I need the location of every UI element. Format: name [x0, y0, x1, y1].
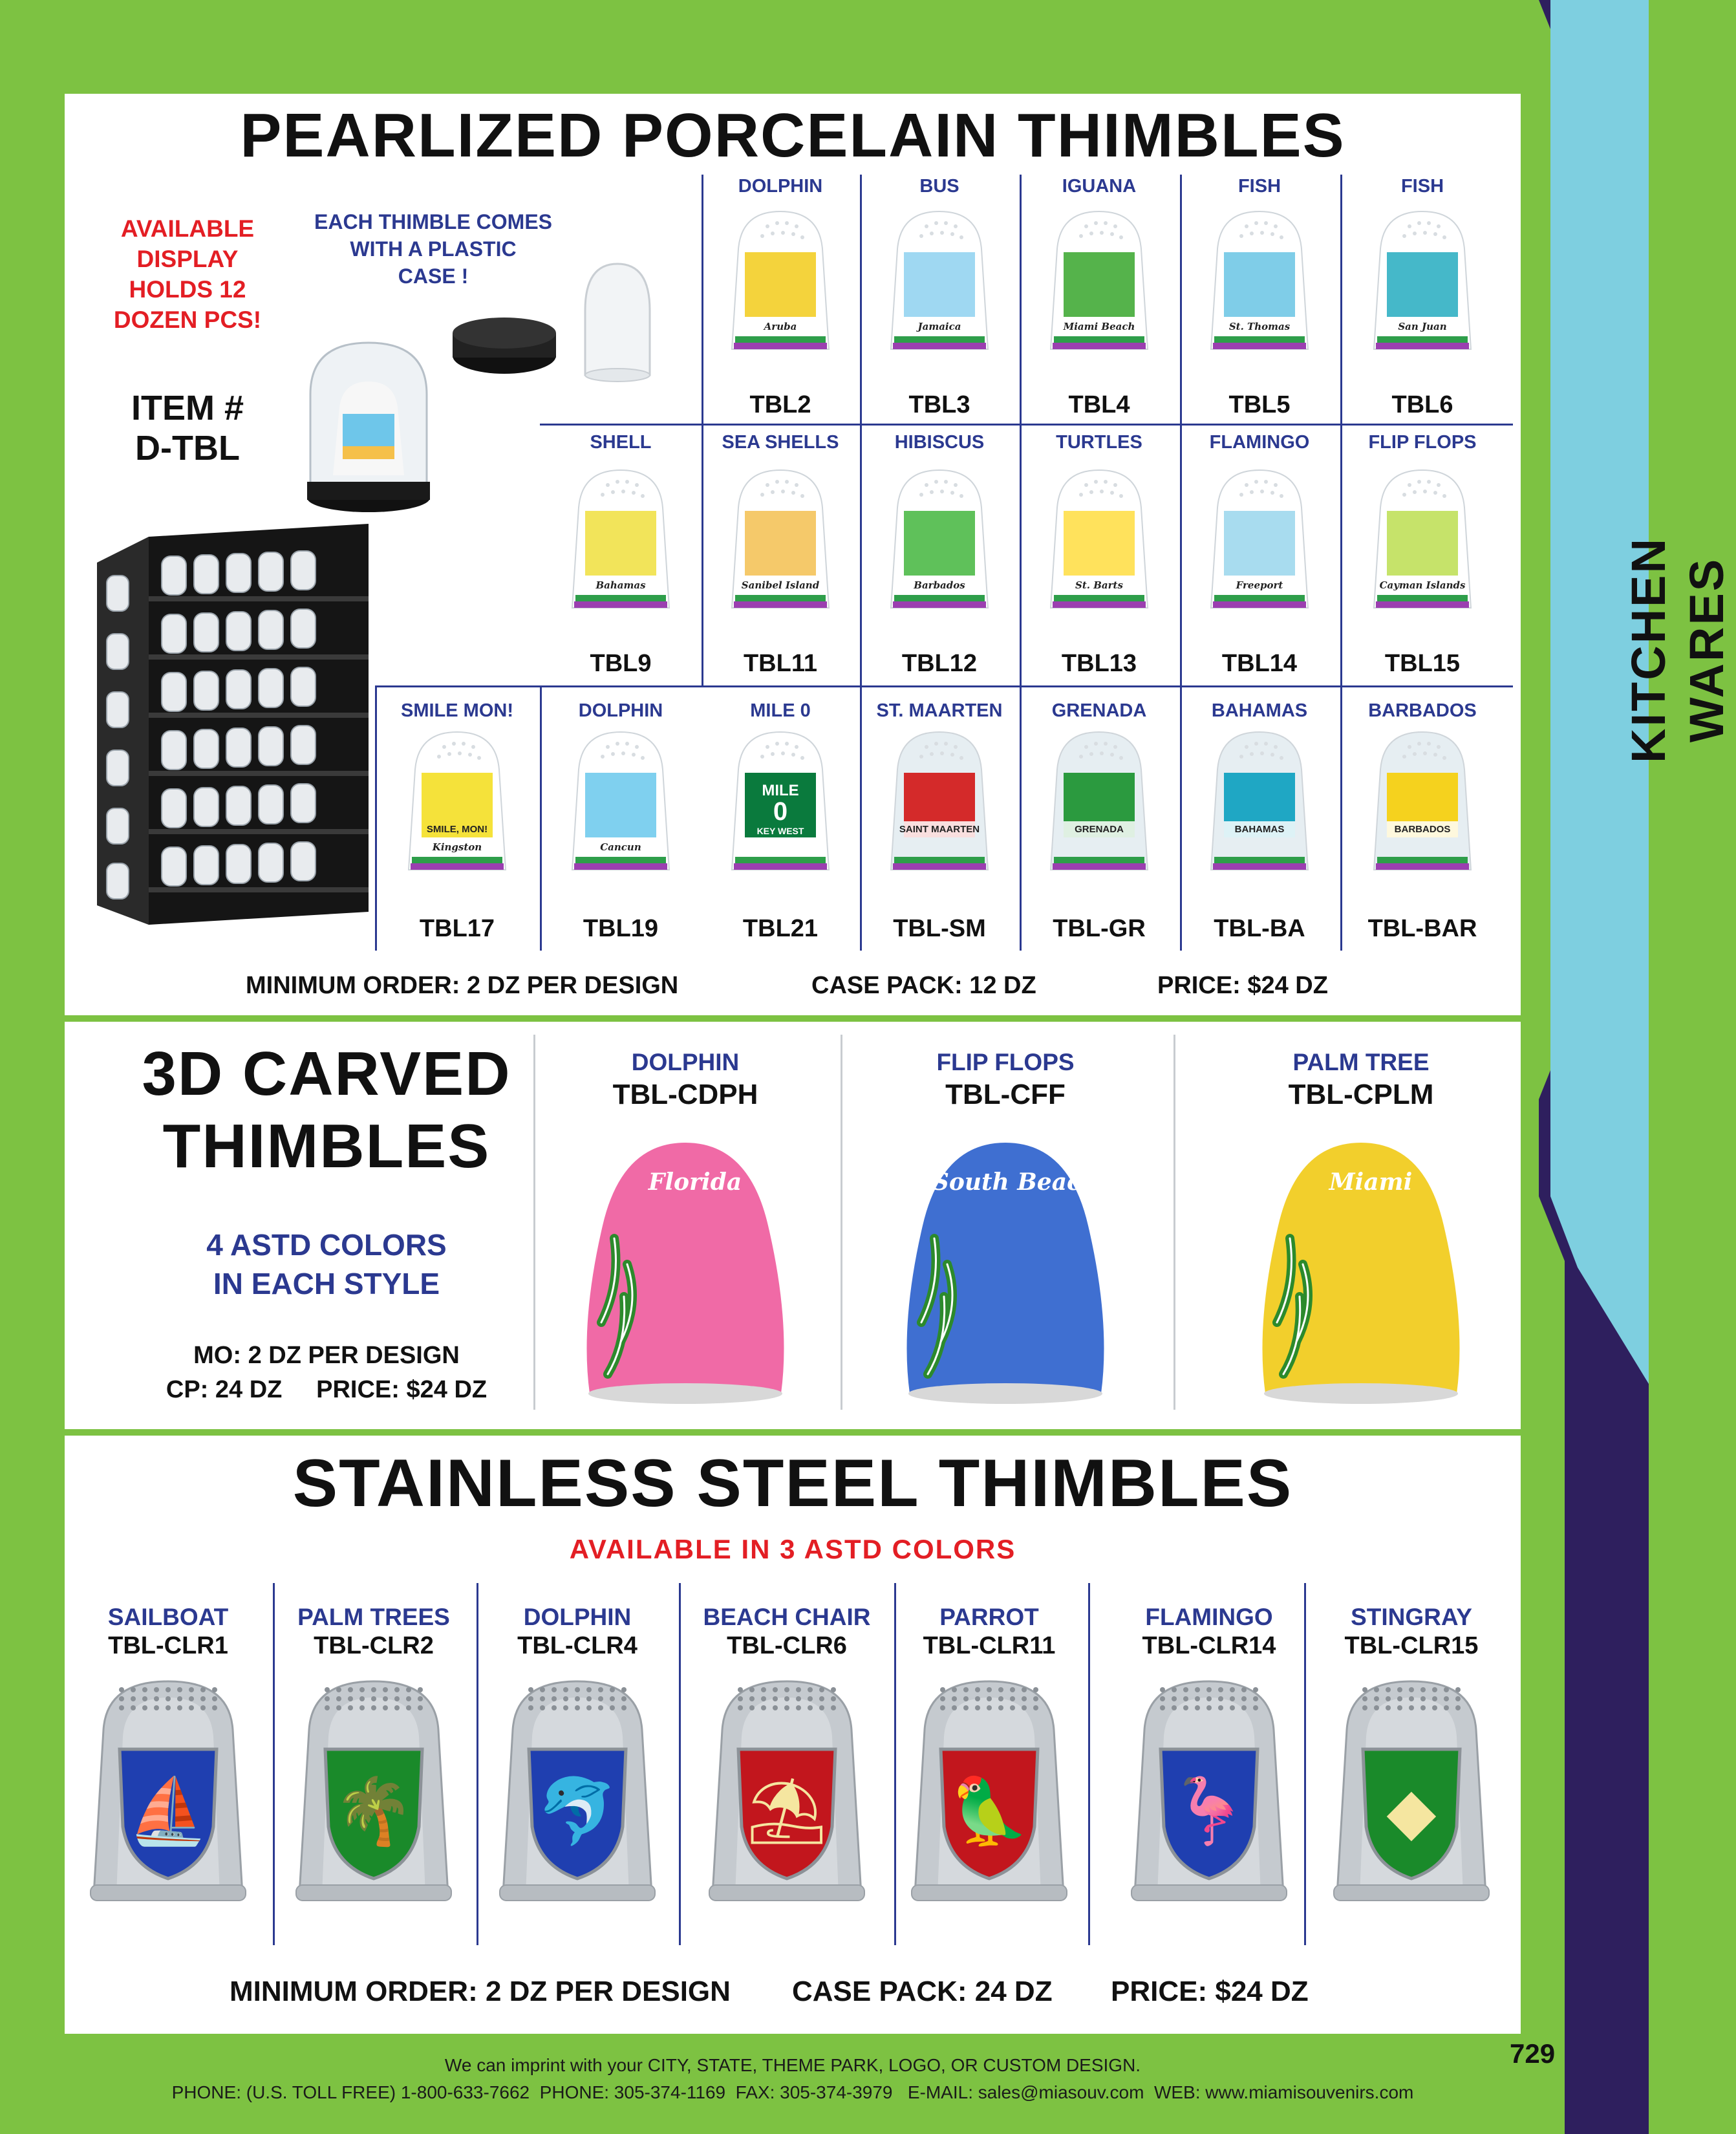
carved-thimble-image	[575, 1128, 795, 1406]
steel-thimble-image	[1119, 1672, 1300, 1911]
thimble-band-text: SAINT MAARTEN	[899, 824, 980, 835]
steel-subtitle: AVAILABLE IN 3 ASTD COLORS	[569, 1534, 1016, 1564]
porcelain-thimble-image	[875, 462, 1004, 624]
porcelain-thimble-image	[875, 204, 1004, 365]
thimble-place-text: Miami Beach	[1063, 321, 1135, 332]
thimble-place-text: St. Thomas	[1228, 321, 1291, 332]
porcelain-thimble-image	[716, 462, 845, 624]
carved-item-code: TBL-CDPH	[612, 1079, 758, 1110]
thimble-design-name: DOLPHIN	[578, 700, 663, 721]
thimble-design-name: FISH	[1400, 176, 1444, 197]
thimble-design-name: ST. MAARTEN	[876, 700, 1003, 721]
porcelain-thimble-image	[1195, 462, 1324, 624]
porcelain-case-pack: CASE PACK: 12 DZ	[811, 972, 1036, 999]
porcelain-thimble-image	[556, 724, 685, 886]
thimble-design-name: SEA SHELLS	[722, 432, 839, 453]
carved-script-text: Florida	[648, 1169, 742, 1196]
steel-design-name: DOLPHIN	[523, 1604, 632, 1630]
porcelain-thimble-image	[1358, 204, 1487, 365]
imprint-note: We can imprint with your CITY, STATE, THEME PARK, LOGO, OR CUSTOM DESIGN.	[444, 2055, 1141, 2075]
thimble-design-name: GRENADA	[1051, 700, 1147, 721]
carved-thimble-image	[1251, 1128, 1471, 1406]
thimble-place-text: Aruba	[764, 321, 797, 332]
thimble-place-text: Barbados	[914, 579, 965, 591]
porcelain-thimble-image	[1358, 462, 1487, 624]
steel-emblem-icon: 🦩	[1168, 1773, 1250, 1849]
thimble-design-name: BUS	[919, 176, 959, 197]
steel-design-name: PARROT	[939, 1604, 1039, 1630]
steel-thimble-image	[283, 1672, 464, 1911]
thimble-design-name: BAHAMAS	[1211, 700, 1308, 721]
porcelain-thimble-image	[1034, 462, 1164, 624]
thimble-place-text: Jamaica	[917, 321, 961, 332]
thimble-place-text: Cayman Islands	[1379, 579, 1466, 591]
steel-item-code: TBL-CLR2	[314, 1632, 434, 1659]
steel-price: PRICE: $24 DZ	[1111, 1976, 1309, 2007]
thimble-place-text: San Juan	[1398, 321, 1447, 332]
thimble-place-text: Kingston	[432, 841, 482, 853]
carved-script-text: South Beach	[932, 1169, 1098, 1196]
page-number: 729	[1510, 2038, 1556, 2069]
porcelain-thimble-image	[556, 462, 685, 624]
thimble-place-text: Bahamas	[595, 579, 646, 591]
thimble-design-name: FISH	[1238, 176, 1281, 197]
carved-design-name: DOLPHIN	[631, 1049, 740, 1075]
steel-emblem-icon: 🦜	[948, 1773, 1030, 1849]
plastic-case-image	[440, 259, 672, 388]
thimble-band-text: MILE	[762, 782, 799, 799]
porcelain-thimble-image	[1195, 204, 1324, 365]
steel-case-pack: CASE PACK: 24 DZ	[792, 1976, 1053, 2007]
thimble-design-name: SHELL	[590, 432, 652, 453]
sidebar-category-label: KITCHEN WARES	[1622, 537, 1733, 763]
contact-line: PHONE: (U.S. TOLL FREE) 1-800-633-7662 PHONE: 305-374-1169 FAX: 305-374-3979 E-MAIL: sales@miasouv.com WEB: www.miamisouvenirs.com	[171, 2082, 1414, 2102]
steel-item-code: TBL-CLR6	[727, 1632, 847, 1659]
thimble-design-name: IGUANA	[1062, 176, 1137, 197]
porcelain-title: PEARLIZED PORCELAIN THIMBLES	[240, 101, 1345, 170]
steel-design-name: SAILBOAT	[107, 1604, 229, 1630]
carved-design-name: FLIP FLOPS	[936, 1049, 1075, 1075]
steel-item-code: TBL-CLR1	[108, 1632, 228, 1659]
porcelain-thimble-image	[1034, 724, 1164, 886]
carved-item-code: TBL-CPLM	[1288, 1079, 1434, 1110]
carved-thimble-image	[895, 1128, 1115, 1406]
thimble-band-text: SMILE, MON!	[426, 824, 488, 835]
thimble-item-code: TBL14	[1221, 650, 1298, 677]
thimble-item-code: TBL19	[583, 915, 659, 942]
sidebar-band	[1539, 0, 1649, 2134]
thimble-design-name: DOLPHIN	[738, 176, 823, 197]
thimble-design-name: MILE 0	[750, 700, 811, 721]
porcelain-minimum-order: MINIMUM ORDER: 2 DZ PER DESIGN	[246, 972, 679, 999]
thimble-item-code: TBL6	[1391, 391, 1453, 418]
thimble-band-text: GRENADA	[1075, 824, 1124, 835]
thimble-item-code: TBL9	[590, 650, 652, 677]
thimble-design-name: FLIP FLOPS	[1368, 432, 1477, 453]
thimble-item-code: TBL-BAR	[1367, 915, 1477, 942]
display-rack-image	[84, 524, 381, 925]
thimble-item-code: TBL3	[908, 391, 970, 418]
porcelain-price: PRICE: $24 DZ	[1157, 972, 1328, 999]
thimble-place-text: Freeport	[1236, 579, 1283, 591]
thimble-item-code: TBL12	[901, 650, 978, 677]
thimble-design-name: BARBADOS	[1368, 700, 1477, 721]
carved-cp-price: CP: 24 DZ PRICE: $24 DZ	[166, 1376, 488, 1403]
porcelain-thimble-image	[716, 724, 845, 886]
thimble-design-name: FLAMINGO	[1209, 432, 1310, 453]
cased-thimble-image	[297, 336, 440, 517]
carved-design-name: PALM TREE	[1292, 1049, 1430, 1075]
steel-item-code: TBL-CLR14	[1142, 1632, 1276, 1659]
thimble-band-text: BAHAMAS	[1234, 824, 1285, 835]
thimble-item-code: TBL15	[1384, 650, 1461, 677]
thimble-item-code: TBL11	[743, 650, 818, 677]
porcelain-thimble-image	[392, 724, 522, 886]
thimble-item-code: TBL17	[419, 915, 495, 942]
carved-item-code: TBL-CFF	[945, 1079, 1066, 1110]
steel-design-name: STINGRAY	[1351, 1604, 1472, 1630]
thimble-place-text: Cancun	[600, 841, 641, 853]
steel-design-name: BEACH CHAIR	[703, 1604, 871, 1630]
case-note: EACH THIMBLE COMES WITH A PLASTIC CASE !	[314, 210, 552, 288]
carved-mo: MO: 2 DZ PER DESIGN	[193, 1342, 460, 1369]
thimble-item-code: TBL21	[742, 915, 819, 942]
steel-thimble-image	[1321, 1672, 1502, 1911]
thimble-band-text: BARBADOS	[1394, 824, 1451, 835]
thimble-item-code: TBL4	[1068, 391, 1130, 418]
steel-item-code: TBL-CLR4	[517, 1632, 638, 1659]
steel-thimble-image	[696, 1672, 877, 1911]
carved-colors-note: 4 ASTD COLORS IN EACH STYLE	[206, 1228, 447, 1300]
thimble-design-name: HIBISCUS	[894, 432, 985, 453]
steel-emblem-icon: ⛵	[127, 1773, 209, 1849]
steel-thimble-image	[899, 1672, 1080, 1911]
porcelain-thimble-image	[1358, 724, 1487, 886]
thimble-item-code: TBL2	[749, 391, 811, 418]
thimble-place-text: Sanibel Island	[741, 579, 820, 591]
steel-emblem-icon: 🌴	[333, 1773, 414, 1849]
porcelain-thimble-image	[716, 204, 845, 365]
steel-thimble-image	[487, 1672, 668, 1911]
thimble-design-name: SMILE MON!	[401, 700, 513, 721]
steel-item-code: TBL-CLR15	[1344, 1632, 1479, 1659]
mile-sign-bottom: KEY WEST	[756, 826, 804, 836]
carved-title: 3D CARVED THIMBLES	[142, 1039, 511, 1181]
porcelain-thimble-image	[875, 724, 1004, 886]
thimble-design-name: TURTLES	[1056, 432, 1142, 453]
steel-minimum-order: MINIMUM ORDER: 2 DZ PER DESIGN	[230, 1976, 731, 2007]
mile-sign-number: 0	[773, 797, 788, 826]
thimble-item-code: TBL5	[1228, 391, 1291, 418]
thimble-item-code: TBL-SM	[893, 915, 986, 942]
display-note: AVAILABLE DISPLAY HOLDS 12 DOZEN PCS!	[113, 215, 262, 333]
steel-emblem-icon: ◆	[1386, 1773, 1437, 1849]
steel-emblem-icon: 🐬	[537, 1773, 618, 1849]
item-number-label: ITEM # D-TBL	[131, 389, 244, 468]
thimble-item-code: TBL-BA	[1214, 915, 1305, 942]
steel-thimble-image	[78, 1672, 259, 1911]
steel-title: STAINLESS STEEL THIMBLES	[292, 1446, 1293, 1521]
steel-design-name: FLAMINGO	[1145, 1604, 1273, 1630]
steel-item-code: TBL-CLR11	[923, 1632, 1056, 1659]
thimble-item-code: TBL13	[1061, 650, 1137, 677]
porcelain-thimble-image	[1195, 724, 1324, 886]
steel-emblem-icon: ⛱	[745, 1773, 828, 1849]
thimble-item-code: TBL-GR	[1053, 915, 1146, 942]
thimble-place-text: St. Barts	[1075, 579, 1123, 591]
carved-script-text: Miami	[1329, 1169, 1413, 1196]
porcelain-thimble-image	[1034, 204, 1164, 365]
steel-design-name: PALM TREES	[297, 1604, 450, 1630]
